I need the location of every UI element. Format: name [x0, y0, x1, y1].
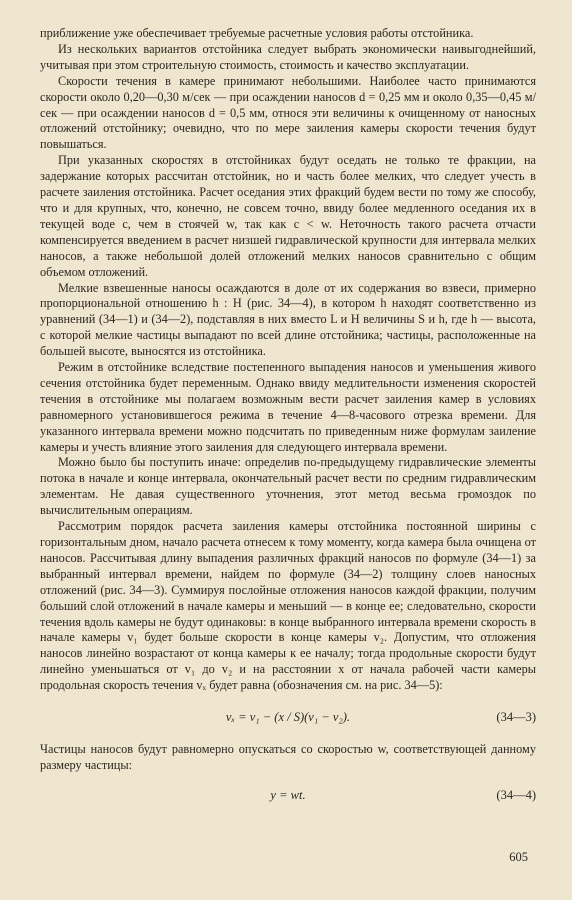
paragraph: Частицы наносов будут равномерно опускаться со скоростью w, соответствующей данному размеру частицы:	[40, 742, 536, 772]
paragraph: Мелкие взвешенные наносы осаждаются в доле от их содержания во взвеси, примерно пропорциональной отношению h : H (рис. 34—4), в котором h находят соответственно из уравнений (34—1) и (34—2), подставляя в них вместо L и H величины S и h, где h — высота, с которой мелкие частицы выпадают по всей длине отстойника; частицы, расположенные на большей высоте, выносятся из отстойника.	[40, 280, 536, 359]
paragraph: Скорости течения в камере принимают небольшими. Наиболее часто принимаются скорости около 0,20—0,30 м/сек — при осаждении наносов d = 0,25 мм и около 0,35—0,45 м/сек — при осаждении наносов d = 0,5 мм, относя эти величины к очищенному от наносных отложений отстойнику; очевидно, что по мере заиления камеры скорости течения будут повышаться.	[40, 73, 536, 152]
paragraph: Из нескольких вариантов отстойника следует выбрать экономически наивыгоднейший, учитывая при этом строительную стоимость, стоимость и качество эксплуатации.	[40, 41, 536, 72]
paragraph: При указанных скоростях в отстойниках будут оседать не только те фракции, на задержание которых рассчитан отстойник, но и часть более мелких, что следует учесть в расчете заиления отстойника. Расчет оседания этих фракций будем вести по тому же способу, что и для крупных, что, конечно, не совсем точно, ввиду более медленного оседания их в текущей воде c, чем в стоячей w, так как c < w. Неточность такого расчета отчасти компенсируется введением в расчет низшей гидравлической крупности для интервала мелких наносов, а также небольшой долей отложений мелких наносов сравнительно с общим объемом отложений.	[40, 153, 536, 279]
paragraph: Можно было бы поступить иначе: определив по-предыдущему гидравлические элементы потока в начале и конце интервала, окончательный расчет вести по средним гидравлическим элементам. Не давая существенного уточнения, этот метод весьма громоздок по вычислительным операциям.	[40, 455, 536, 518]
equation-number: (34—3)	[496, 710, 536, 725]
paragraph: приближение уже обеспечивает требуемые расчетные условия работы отстойника.	[40, 26, 474, 40]
equation-34-3	[40, 704, 536, 734]
paragraph: Режим в отстойнике вследствие постепенного выпадения наносов и уменьшения живого сечения отстойника будет переменным. Однако ввиду медлительности изменения скоростей течения в отстойнике мы полагаем возможным вести расчет заиления камер в условиях равномерного установившегося режима в течение 4—8-часового отрезка времени. Для указанного интервала времени можно подсчитать по приведенным ниже формулам заиление камеры и учесть влияние этого заиления для следующего интервала времени.	[40, 360, 536, 454]
equation-expression: y = wt.	[270, 787, 306, 802]
equation-number: (34—4)	[496, 787, 536, 802]
page-number: 605	[509, 850, 528, 864]
body-text	[40, 26, 536, 806]
equation-expression: vₓ = v₁ − (x / S)(v₁ − v₂).	[225, 710, 351, 725]
paragraph: Рассмотрим порядок расчета заиления камеры отстойника постоянной ширины с горизонтальным дном, начало расчета отнесем к тому моменту, когда камера была очищена от наносов. Рассчитывая длину выпадения различных фракций наносов по формуле (34—1) за выбранный интервал времени, найдем по формуле (34—2) толщину слоев наносных отложений (рис. 34—3). Суммируя послойные отложения наносов каждой фракции, получим больший слой отложений в начале камеры и меньший — в конце ее; следовательно, скорости течения вдоль камеры не будут одинаковы: в конце выбранного интервала времени скорость в начале камеры v₁ будет больше скорости в конце камеры v₂. Допустим, что отложения наносов линейно возрастают от конца камеры к ее началу; тогда продольные скорости будут линейно уменьшаться от v₁ до v₂ и на расстоянии x от начала рабочей части камеры продольная скорость течения vₓ будет равна (обозначения см. на рис. 34—5):	[40, 519, 536, 693]
equation-34-4	[40, 782, 536, 806]
